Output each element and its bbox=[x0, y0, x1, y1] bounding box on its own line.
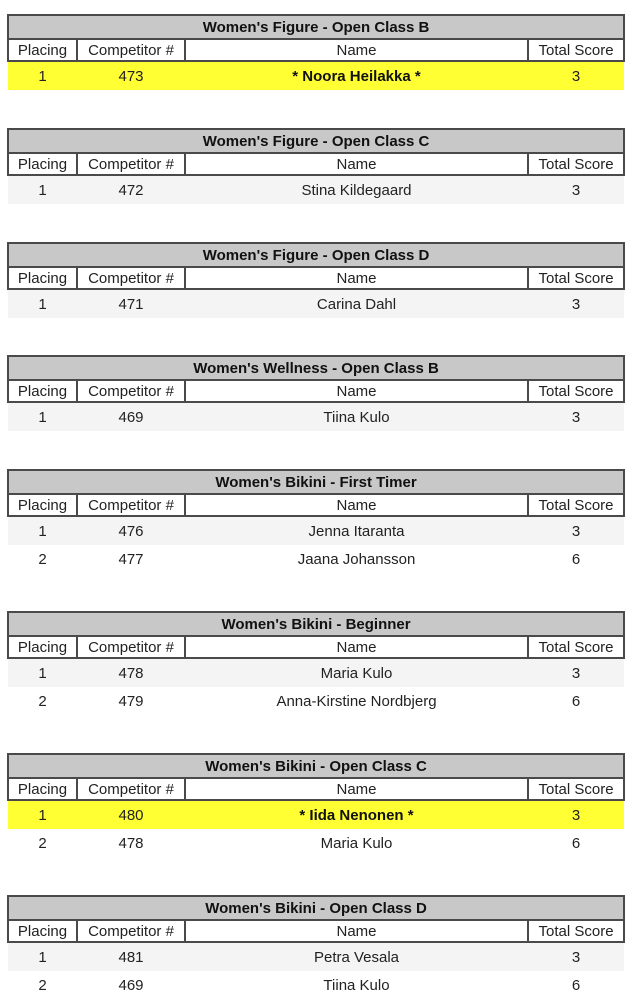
results-table-women-s-wellness-open-class-b bbox=[7, 355, 625, 431]
competitor-number-cell: 472 bbox=[77, 175, 185, 204]
placing-header: Placing bbox=[8, 778, 77, 800]
table-row bbox=[8, 545, 624, 573]
competitor-number-cell: 469 bbox=[77, 971, 185, 999]
results-table-women-s-figure-open-class-d bbox=[7, 242, 625, 318]
competitor-header: Competitor # bbox=[77, 494, 185, 516]
placing-cell: 2 bbox=[8, 545, 77, 573]
competitor-number-cell: 478 bbox=[77, 658, 185, 687]
name-header: Name bbox=[185, 920, 528, 942]
results-table-women-s-bikini-open-class-d bbox=[7, 895, 625, 999]
total-score-cell: 3 bbox=[528, 658, 624, 687]
placing-cell: 2 bbox=[8, 971, 77, 999]
class-title: Women's Wellness - Open Class B bbox=[8, 356, 624, 380]
competitor-header: Competitor # bbox=[77, 153, 185, 175]
name-cell: Anna-Kirstine Nordbjerg bbox=[185, 687, 528, 715]
table-row bbox=[8, 942, 624, 971]
table-row bbox=[8, 687, 624, 715]
name-cell: Jenna Itaranta bbox=[185, 516, 528, 545]
placing-cell: 1 bbox=[8, 61, 77, 90]
table-row bbox=[8, 971, 624, 999]
placing-cell: 1 bbox=[8, 942, 77, 971]
placing-cell: 1 bbox=[8, 289, 77, 318]
name-cell: * Noora Heilakka * bbox=[185, 61, 528, 90]
class-title: Women's Figure - Open Class B bbox=[8, 15, 624, 39]
table-row bbox=[8, 402, 624, 431]
placing-cell: 1 bbox=[8, 402, 77, 431]
placing-header: Placing bbox=[8, 494, 77, 516]
class-title: Women's Figure - Open Class D bbox=[8, 243, 624, 267]
competitor-number-cell: 480 bbox=[77, 800, 185, 829]
table-row bbox=[8, 289, 624, 318]
name-header: Name bbox=[185, 494, 528, 516]
placing-cell: 2 bbox=[8, 687, 77, 715]
name-cell: Carina Dahl bbox=[185, 289, 528, 318]
total-score-cell: 3 bbox=[528, 402, 624, 431]
placing-cell: 1 bbox=[8, 516, 77, 545]
competitor-number-cell: 479 bbox=[77, 687, 185, 715]
competitor-number-cell: 481 bbox=[77, 942, 185, 971]
total-score-header: Total Score bbox=[528, 778, 624, 800]
placing-header: Placing bbox=[8, 920, 77, 942]
name-cell: Tiina Kulo bbox=[185, 402, 528, 431]
placing-cell: 1 bbox=[8, 800, 77, 829]
competitor-header: Competitor # bbox=[77, 636, 185, 658]
competitor-header: Competitor # bbox=[77, 267, 185, 289]
name-cell: Jaana Johansson bbox=[185, 545, 528, 573]
total-score-cell: 3 bbox=[528, 61, 624, 90]
name-cell: * Iida Nenonen * bbox=[185, 800, 528, 829]
total-score-cell: 6 bbox=[528, 545, 624, 573]
total-score-header: Total Score bbox=[528, 153, 624, 175]
placing-header: Placing bbox=[8, 267, 77, 289]
total-score-header: Total Score bbox=[528, 267, 624, 289]
total-score-header: Total Score bbox=[528, 380, 624, 402]
total-score-cell: 3 bbox=[528, 942, 624, 971]
placing-header: Placing bbox=[8, 153, 77, 175]
total-score-cell: 6 bbox=[528, 687, 624, 715]
competitor-number-cell: 471 bbox=[77, 289, 185, 318]
competitor-number-cell: 478 bbox=[77, 829, 185, 857]
table-row bbox=[8, 658, 624, 687]
name-cell: Tiina Kulo bbox=[185, 971, 528, 999]
total-score-header: Total Score bbox=[528, 39, 624, 61]
competitor-header: Competitor # bbox=[77, 778, 185, 800]
results-table-women-s-bikini-open-class-c bbox=[7, 753, 625, 857]
class-title: Women's Bikini - Open Class C bbox=[8, 754, 624, 778]
competitor-header: Competitor # bbox=[77, 380, 185, 402]
total-score-cell: 6 bbox=[528, 829, 624, 857]
placing-cell: 1 bbox=[8, 175, 77, 204]
placing-cell: 1 bbox=[8, 658, 77, 687]
winner-row bbox=[8, 800, 624, 829]
class-title: Women's Bikini - First Timer bbox=[8, 470, 624, 494]
winner-row bbox=[8, 61, 624, 90]
name-cell: Maria Kulo bbox=[185, 658, 528, 687]
competitor-header: Competitor # bbox=[77, 920, 185, 942]
total-score-cell: 3 bbox=[528, 175, 624, 204]
total-score-header: Total Score bbox=[528, 494, 624, 516]
placing-cell: 2 bbox=[8, 829, 77, 857]
table-row bbox=[8, 516, 624, 545]
table-row bbox=[8, 829, 624, 857]
results-table-women-s-bikini-beginner bbox=[7, 611, 625, 715]
placing-header: Placing bbox=[8, 380, 77, 402]
total-score-header: Total Score bbox=[528, 920, 624, 942]
competitor-number-cell: 476 bbox=[77, 516, 185, 545]
class-title: Women's Bikini - Open Class D bbox=[8, 896, 624, 920]
total-score-cell: 6 bbox=[528, 971, 624, 999]
name-header: Name bbox=[185, 39, 528, 61]
name-cell: Maria Kulo bbox=[185, 829, 528, 857]
class-title: Women's Figure - Open Class C bbox=[8, 129, 624, 153]
name-header: Name bbox=[185, 380, 528, 402]
competitor-number-cell: 469 bbox=[77, 402, 185, 431]
table-row bbox=[8, 175, 624, 204]
name-header: Name bbox=[185, 153, 528, 175]
name-cell: Stina Kildegaard bbox=[185, 175, 528, 204]
results-table-women-s-figure-open-class-c bbox=[7, 128, 625, 204]
results-table-women-s-bikini-first-timer bbox=[7, 469, 625, 573]
name-cell: Petra Vesala bbox=[185, 942, 528, 971]
total-score-cell: 3 bbox=[528, 516, 624, 545]
placing-header: Placing bbox=[8, 636, 77, 658]
placing-header: Placing bbox=[8, 39, 77, 61]
competitor-number-cell: 477 bbox=[77, 545, 185, 573]
name-header: Name bbox=[185, 636, 528, 658]
name-header: Name bbox=[185, 778, 528, 800]
total-score-header: Total Score bbox=[528, 636, 624, 658]
results-table-women-s-figure-open-class-b bbox=[7, 14, 625, 90]
competitor-header: Competitor # bbox=[77, 39, 185, 61]
total-score-cell: 3 bbox=[528, 289, 624, 318]
name-header: Name bbox=[185, 267, 528, 289]
total-score-cell: 3 bbox=[528, 800, 624, 829]
competitor-number-cell: 473 bbox=[77, 61, 185, 90]
class-title: Women's Bikini - Beginner bbox=[8, 612, 624, 636]
